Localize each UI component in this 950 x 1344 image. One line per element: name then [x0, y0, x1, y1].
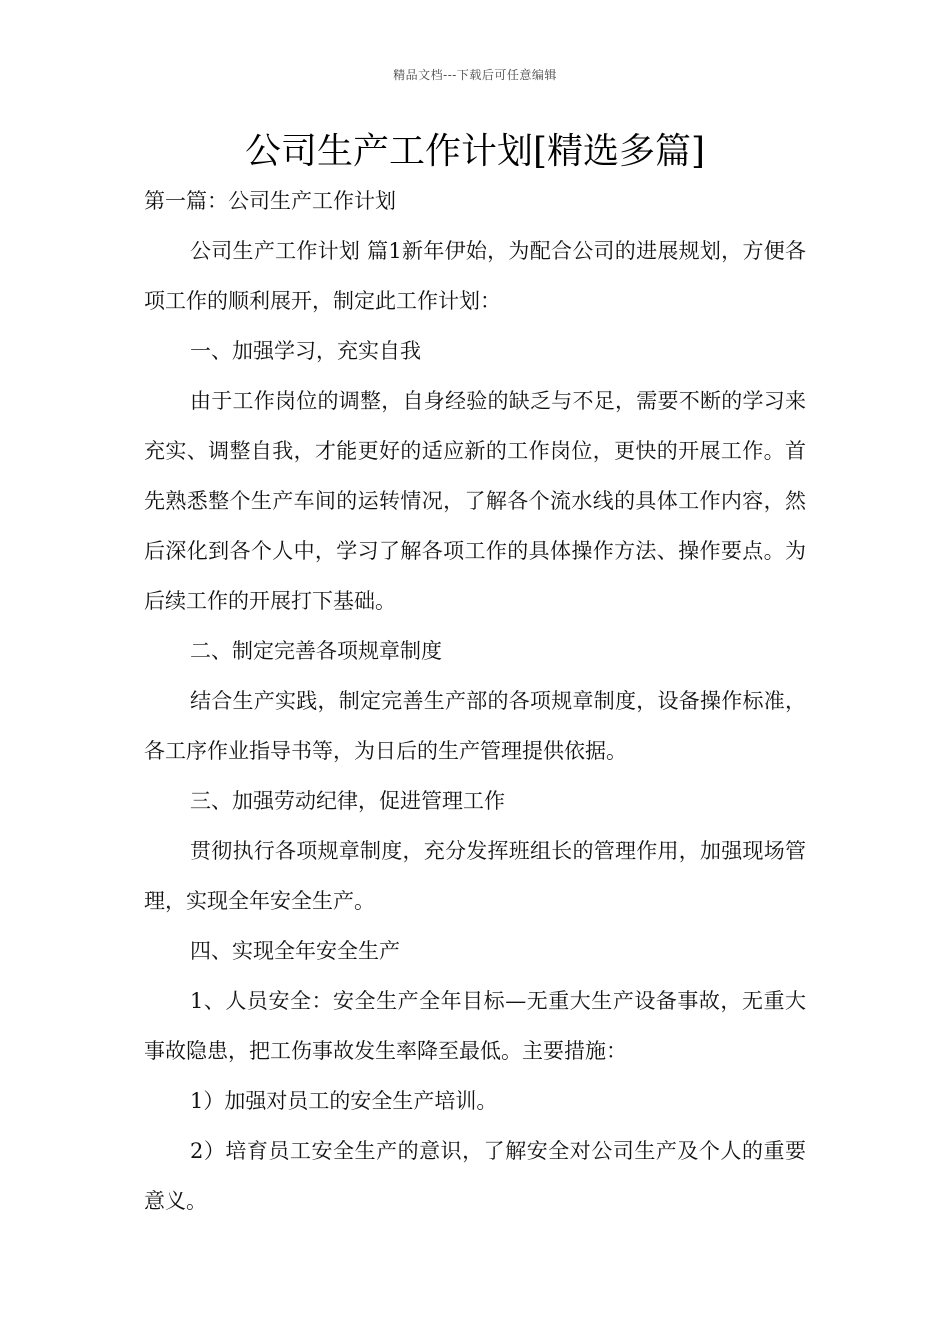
document-title: 公司生产工作计划[精选多篇] — [244, 131, 706, 172]
paragraph: 1、人员安全：安全生产全年目标—无重大生产设备事故，无重大事故隐患，把工伤事故发生率降至最低。主要措施： — [144, 989, 806, 1063]
list-item: 2）培育员工安全生产的意识，了解安全对公司生产及个人的重要意义。 — [144, 1139, 806, 1213]
paragraph: 贯彻执行各项规章制度，充分发挥班组长的管理作用，加强现场管理，实现全年安全生产。 — [144, 839, 806, 913]
paragraph: 由于工作岗位的调整，自身经验的缺乏与不足，需要不断的学习来充实、调整自我，才能更好的适应新的工作岗位，更快的开展工作。首先熟悉整个生产车间的运转情况，了解各个流水线的具体工作内容，然后深化到各个人中，学习了解各项工作的具体操作方法、操作要点。为后续工作的开展打下基础。 — [144, 389, 806, 613]
subheading: 一、加强学习，充实自我 — [190, 339, 421, 363]
document-body — [144, 176, 806, 1226]
paragraph: 公司生产工作计划 篇1新年伊始，为配合公司的进展规划，方便各项工作的顺利展开，制定此工作计划： — [144, 239, 806, 313]
section-heading-1: 第一篇：公司生产工作计划 — [144, 189, 396, 213]
list-item: 1）加强对员工的安全生产培训。 — [190, 1089, 498, 1113]
subheading: 三、加强劳动纪律，促进管理工作 — [190, 789, 505, 813]
paragraph: 结合生产实践，制定完善生产部的各项规章制度，设备操作标准，各工序作业指导书等，为日后的生产管理提供依据。 — [144, 689, 806, 763]
subheading: 四、实现全年安全生产 — [190, 939, 400, 963]
header-note: 精品文档---下载后可任意编辑 — [393, 68, 557, 82]
subheading: 二、制定完善各项规章制度 — [190, 639, 442, 663]
